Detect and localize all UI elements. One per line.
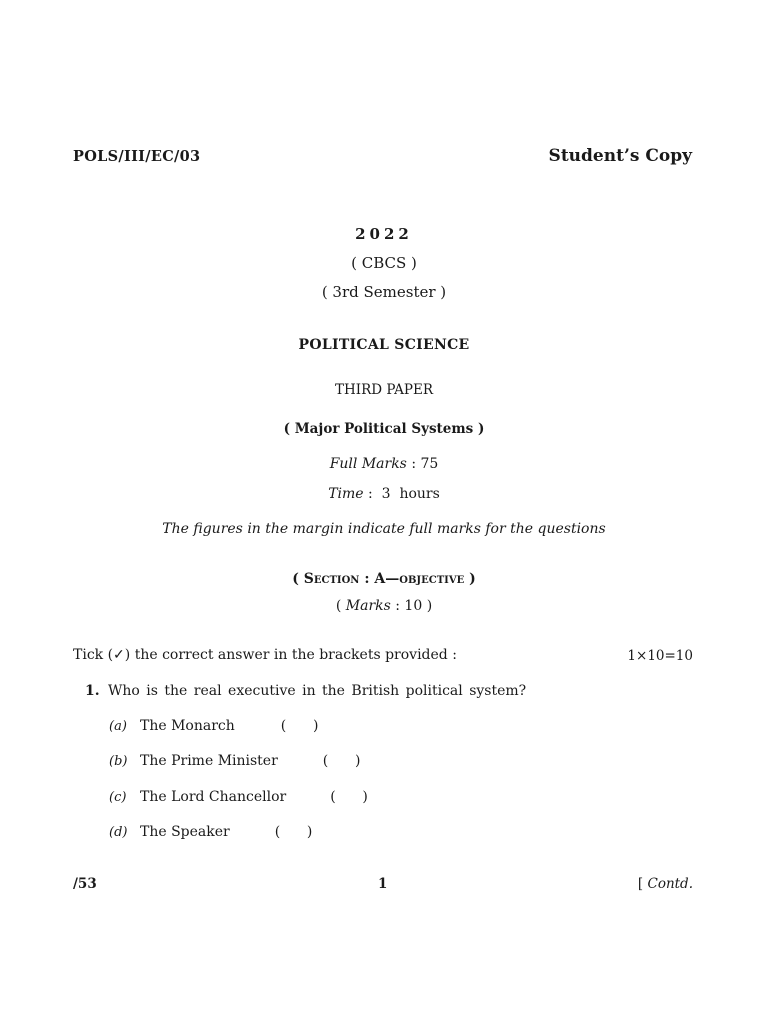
option-b <box>109 753 360 769</box>
footer-contd-text: Contd. <box>647 876 693 892</box>
section-heading-colon: : A— <box>359 571 400 587</box>
answer-bracket[interactable]: ( ) <box>330 789 368 805</box>
exam-paper-title: ( Major Political Systems ) <box>283 421 485 437</box>
answer-bracket[interactable]: ( ) <box>274 824 313 840</box>
exam-subject: POLITICAL SCIENCE <box>298 337 470 353</box>
full-marks-value: : 75 <box>411 456 439 472</box>
copy-label: Student’s Copy <box>548 146 692 166</box>
page-number: 1 <box>378 876 388 892</box>
option-letter: (d) <box>109 825 128 840</box>
exam-year: 2022 <box>355 225 413 243</box>
option-letter: (a) <box>109 719 127 734</box>
footer-code: /53 <box>73 876 97 892</box>
section-heading-close: ) <box>464 571 476 587</box>
option-text: The Prime Minister <box>140 753 278 769</box>
section-heading-type: objective <box>399 571 465 587</box>
full-marks-label: Full Marks <box>329 456 407 472</box>
section-heading-open: ( <box>292 571 304 587</box>
section-heading-section: Section <box>303 571 360 587</box>
exam-scheme: ( CBCS ) <box>351 254 417 272</box>
answer-bracket[interactable]: ( ) <box>280 718 319 734</box>
section-marks-value: : 10 ) <box>390 598 433 614</box>
option-text: The Lord Chancellor <box>140 789 287 805</box>
footer-contd-bracket: [ <box>637 876 648 892</box>
exam-semester: ( 3rd Semester ) <box>321 283 447 301</box>
margin-note: The figures in the margin indicate full marks for the questions <box>162 521 606 537</box>
exam-time <box>0 486 768 502</box>
section-heading <box>0 571 768 587</box>
answer-bracket[interactable]: ( ) <box>322 753 361 769</box>
option-a <box>109 718 318 734</box>
option-text: The Monarch <box>140 718 235 734</box>
section-marks-label: Marks <box>345 598 391 614</box>
time-value: : 3 hours <box>368 486 440 502</box>
option-d <box>109 824 312 840</box>
footer-contd <box>638 876 693 892</box>
option-letter: (c) <box>109 790 127 805</box>
exam-paper: THIRD PAPER <box>334 382 434 398</box>
instruction-text: Tick (✓) the correct answer in the brackets provided : <box>73 647 457 663</box>
option-text: The Speaker <box>140 824 230 840</box>
question-1 <box>85 683 526 699</box>
option-c <box>109 789 368 805</box>
full-marks <box>0 456 768 472</box>
paper-code: POLS/III/EC/03 <box>73 148 201 165</box>
question-text: Who is the real executive in the British political system? <box>108 683 527 699</box>
section-marks <box>0 598 768 614</box>
question-number: 1. <box>85 683 100 699</box>
section-marks-open: ( <box>335 598 346 614</box>
time-label: Time <box>328 486 364 502</box>
option-letter: (b) <box>109 754 128 769</box>
instruction-marks: 1×10=10 <box>627 648 693 664</box>
